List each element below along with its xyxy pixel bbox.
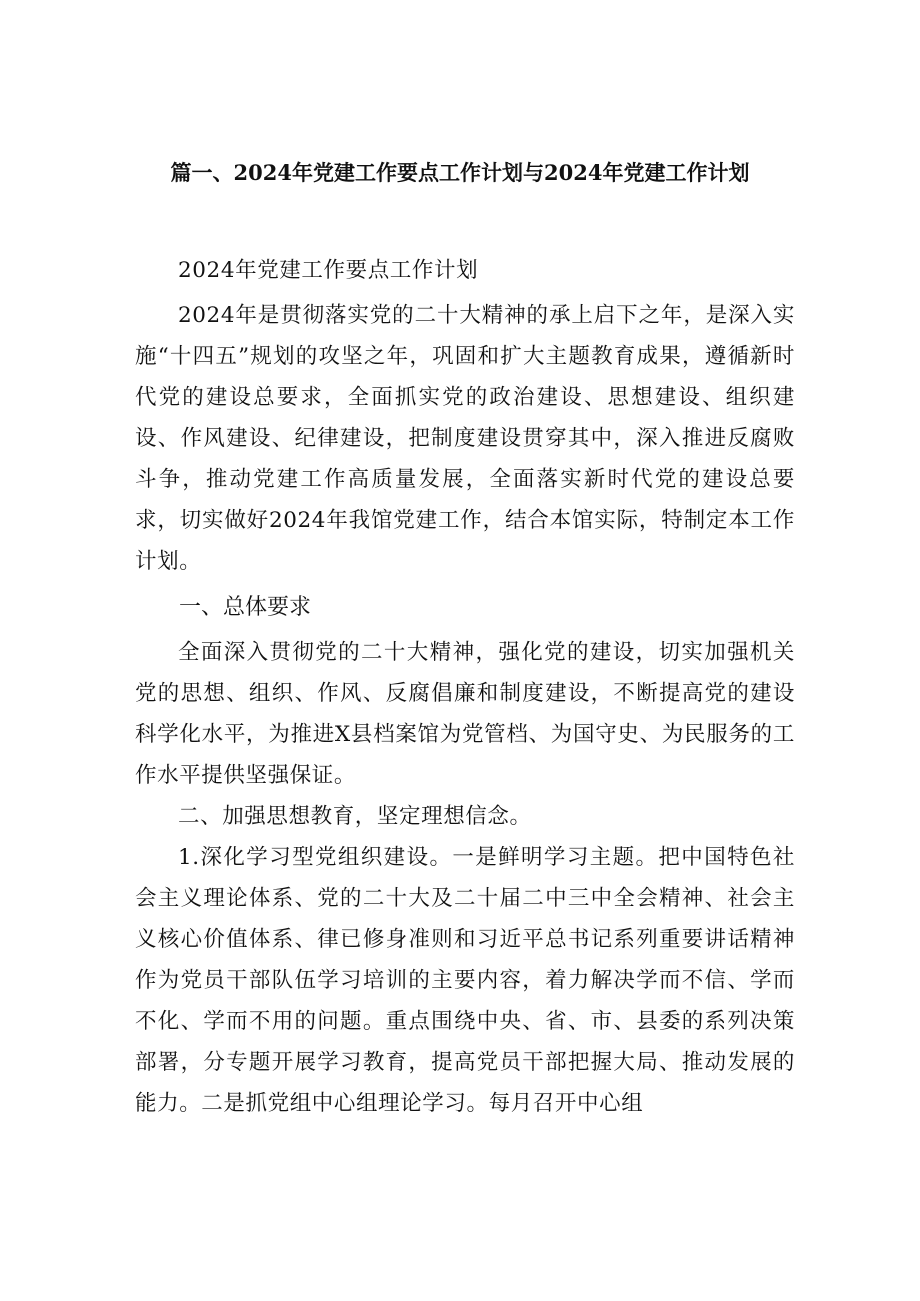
general-requirements-paragraph: 全面深入贯彻党的二十大精神，强化党的建设，切实加强机关党的思想、组织、作风、反腐倡廉和制度建设，不断提高党的建设科学化水平，为推进X县档案馆为党管档、为国守史、为民服务的工作水平提供坚强保证。 xyxy=(135,640,795,788)
document-subtitle: 2024年党建工作要点工作计划 xyxy=(178,258,479,283)
document-title: 篇一、2024年党建工作要点工作计划与2024年党建工作计划 xyxy=(170,160,750,185)
section-heading-ideological-education: 二、加强思想教育，坚定理想信念。 xyxy=(178,804,532,829)
intro-paragraph: 2024年是贯彻落实党的二十大精神的承上启下之年，是深入实施“十四五”规划的攻坚之年，巩固和扩大主题教育成果，遵循新时代党的建设总要求，全面抓实党的政治建设、思想建设、组织建设、作风建设、纪律建设，把制度建设贯穿其中，深入推进反腐败斗争，推动党建工作高质量发展，全面落实新时代党的建设总要求，切实做好2024年我馆党建工作，结合本馆实际，特制定本工作计划。 xyxy=(135,303,795,574)
learning-organization-paragraph: 1.深化学习型党组织建设。一是鲜明学习主题。把中国特色社会主义理论体系、党的二十大及二十届二中三中全会精神、社会主义核心价值体系、律已修身准则和习近平总书记系列重要讲话精神作为党员干部队伍学习培训的主要内容，着力解决学而不信、学而不化、学而不用的问题。重点围绕中央、省、市、县委的系列决策部署，分专题开展学习教育，提高党员干部把握大局、推动发展的能力。二是抓党组中心组理论学习。每月召开中心组 xyxy=(135,845,795,1116)
section-heading-general-requirements: 一、总体要求 xyxy=(179,595,312,620)
document-body xyxy=(135,250,795,1124)
